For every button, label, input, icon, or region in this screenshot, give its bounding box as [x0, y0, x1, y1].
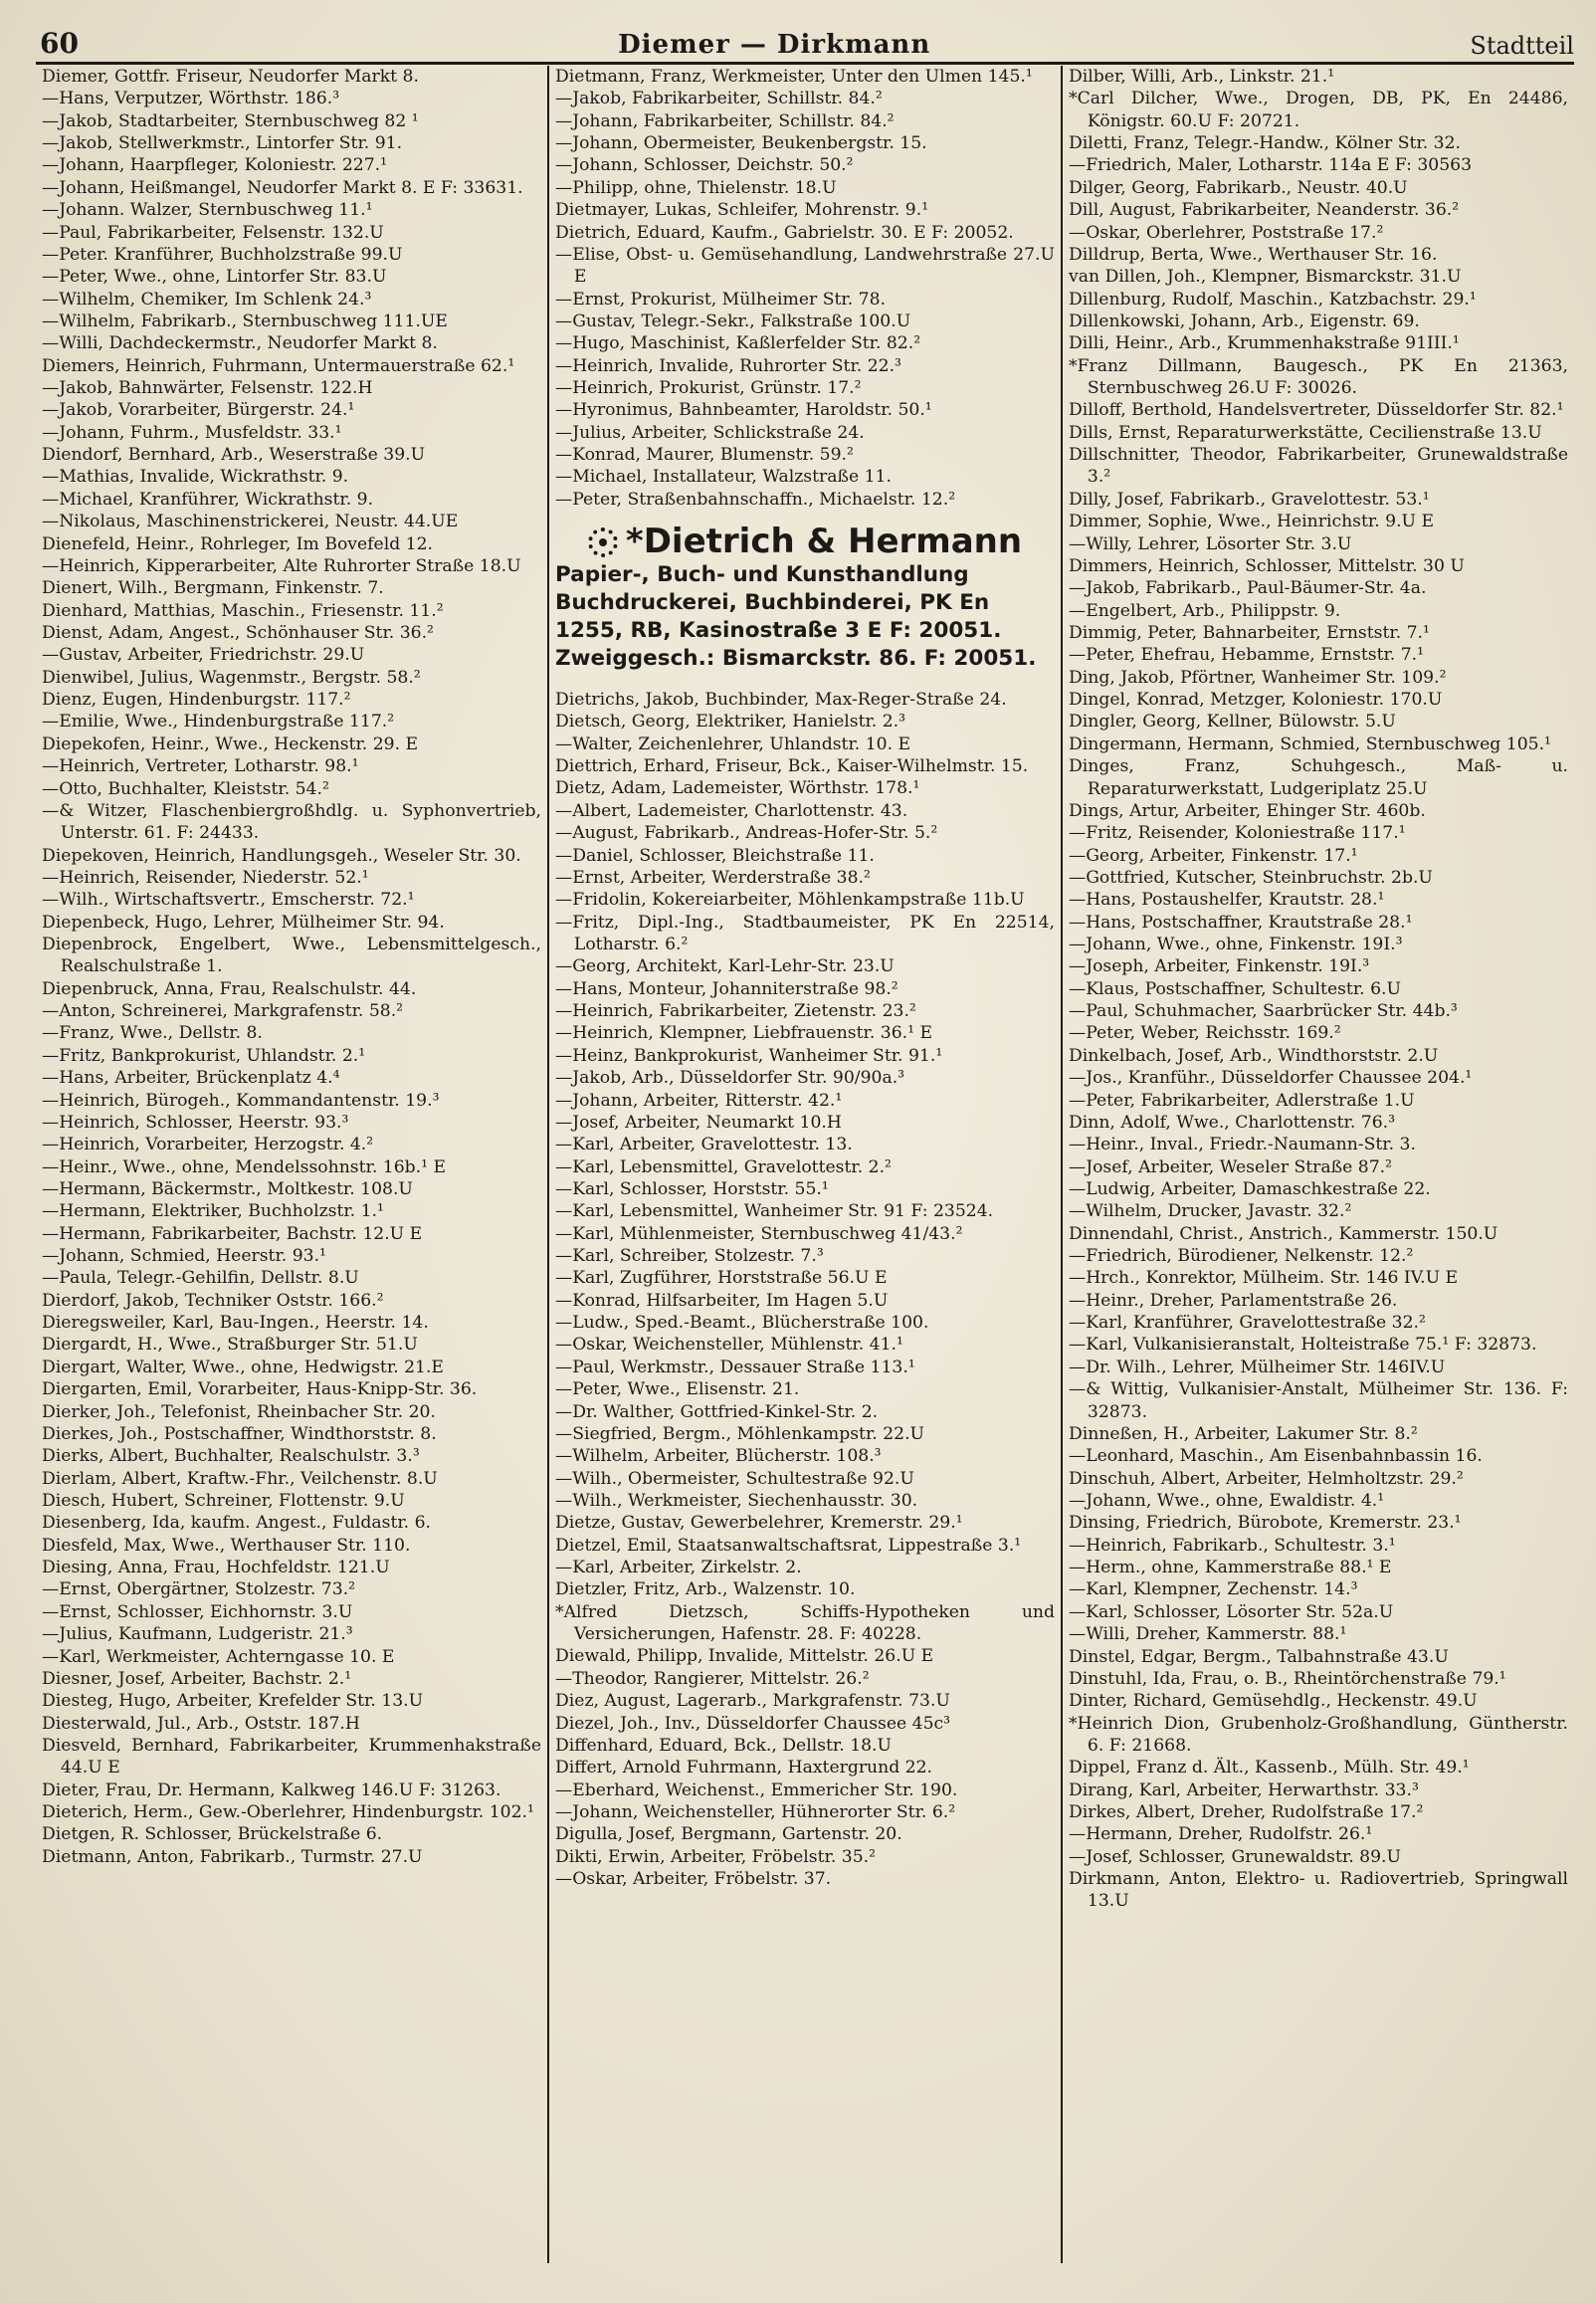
printer-logo-icon	[588, 527, 618, 557]
directory-entry: —Heinrich, Schlosser, Heerstr. 93.³	[42, 1112, 349, 1133]
directory-entry: —Johann, Heißmangel, Neudorfer Markt 8. E F: 33631.	[42, 177, 523, 198]
directory-entry: Dietze, Gustav, Gewerbelehrer, Kremerstr. 29.¹	[555, 1513, 963, 1534]
directory-entry: —Paul, Werkmstr., Dessauer Straße 113.¹	[555, 1357, 915, 1377]
directory-entry: Dietzel, Emil, Staatsanwaltschaftsrat, Lippestraße 3.¹	[555, 1535, 1022, 1556]
directory-entry: —Peter, Wwe., ohne, Lintorfer Str. 83.U	[42, 267, 387, 288]
directory-entry: Dienefeld, Heinr., Rohrleger, Im Bovefeld 12.	[42, 533, 434, 554]
directory-entry: Dilger, Georg, Fabrikarb., Neustr. 40.U	[1069, 177, 1408, 198]
directory-entry: Dinstuhl, Ida, Frau, o. B., Rheintörchenstraße 79.¹	[1069, 1668, 1506, 1689]
directory-entry: —Peter, Wwe., Elisenstr. 21.	[555, 1379, 800, 1400]
directory-entry: Dirkmann, Anton, Elektro- u. Radiovertrieb, Springwall 13.U	[1069, 1869, 1568, 1912]
directory-entry: —Dr. Walther, Gottfried-Kinkel-Str. 2.	[555, 1401, 879, 1422]
directory-entry: Dinkelbach, Josef, Arb., Windthorststr. 2.U	[1069, 1045, 1439, 1066]
directory-entry: —Karl, Schlosser, Lösorter Str. 52a.U	[1069, 1601, 1394, 1622]
directory-entry: —Jos., Kranführ., Düsseldorfer Chaussee 204.¹	[1069, 1068, 1473, 1089]
directory-entry: Diepenbrock, Engelbert, Wwe., Lebensmittelgesch., Realschulstraße 1.	[42, 935, 541, 977]
directory-entry: —Franz, Wwe., Dellstr. 8.	[42, 1023, 263, 1044]
directory-entry: —Peter, Ehefrau, Hebamme, Ernststr. 7.¹	[1069, 645, 1425, 666]
directory-entry: —August, Fabrikarb., Andreas-Hofer-Str. 5.²	[555, 823, 938, 844]
directory-entry: Diepekoven, Heinrich, Handlungsgeh., Weseler Str. 30.	[42, 845, 521, 866]
directory-entry: Diergart, Walter, Wwe., ohne, Hedwigstr. 21.E	[42, 1357, 444, 1377]
directory-entry: —Ernst, Prokurist, Mülheimer Str. 78.	[555, 289, 886, 310]
directory-entry: Dingel, Konrad, Metzger, Koloniestr. 170.U	[1069, 690, 1443, 711]
directory-entry: —Karl, Kranführer, Gravelottestraße 32.²	[1069, 1313, 1426, 1334]
directory-entry: —Karl, Arbeiter, Zirkelstr. 2.	[555, 1558, 802, 1578]
directory-entry: Dienwibel, Julius, Wagenmstr., Bergstr. 58.²	[42, 667, 421, 688]
directory-entry: Diendorf, Bernhard, Arb., Weserstraße 39.U	[42, 445, 426, 466]
directory-entry: Diffenhard, Eduard, Bck., Dellstr. 18.U	[555, 1735, 893, 1756]
header-rule	[36, 62, 1574, 65]
directory-entry: —Ludw., Sped.-Beamt., Blücherstraße 100.	[555, 1313, 929, 1334]
ad-line: Papier-, Buch- und Kunsthandlung	[555, 562, 969, 588]
directory-entry: Diergarten, Emil, Vorarbeiter, Haus-Knipp-Str. 36.	[42, 1379, 478, 1400]
directory-entry: Ding, Jakob, Pförtner, Wanheimer Str. 109.²	[1069, 667, 1447, 688]
directory-entry: Diesfeld, Max, Wwe., Werthauser Str. 110.	[42, 1535, 411, 1556]
directory-entry: Dinneßen, H., Arbeiter, Lakumer Str. 8.²	[1069, 1423, 1418, 1444]
directory-entry: —Julius, Kaufmann, Ludgeristr. 21.³	[42, 1624, 353, 1645]
directory-entry: Dilloff, Berthold, Handelsvertreter, Düsseldorfer Str. 82.¹	[1069, 400, 1564, 421]
directory-entry: —Wilh., Wirtschaftsvertr., Emscherstr. 72.¹	[42, 890, 415, 911]
directory-entry: —Wilhelm, Chemiker, Im Schlenk 24.³	[42, 289, 372, 310]
directory-entry: —Gustav, Arbeiter, Friedrichstr. 29.U	[42, 645, 365, 666]
directory-entry: Dirang, Karl, Arbeiter, Herwarthstr. 33.³	[1069, 1780, 1419, 1800]
directory-entry: —Johann, Wwe., ohne, Ewaldistr. 4.¹	[1069, 1491, 1385, 1511]
directory-entry: Dinnendahl, Christ., Anstrich., Kammerstr. 150.U	[1069, 1223, 1498, 1244]
directory-entry: —Heinrich, Reisender, Niederstr. 52.¹	[42, 867, 369, 888]
ad-line: Zweiggesch.: Bismarckstr. 86. F: 20051.	[555, 646, 1037, 672]
directory-entry: Dilber, Willi, Arb., Linkstr. 21.¹	[1069, 67, 1335, 87]
directory-entry: —Friedrich, Bürodiener, Nelkenstr. 12.²	[1069, 1246, 1414, 1267]
column-1	[36, 66, 547, 2263]
directory-entry: —Peter, Straßenbahnschaffn., Michaelstr. 12.²	[555, 489, 956, 510]
directory-entry: —Daniel, Schlosser, Bleichstraße 11.	[555, 845, 875, 866]
directory-entry: —Wilhelm, Fabrikarb., Sternbuschweg 111.UE	[42, 311, 448, 331]
advertisement-dietrich-hermann	[555, 519, 1055, 679]
directory-entry: Dierks, Albert, Buchhalter, Realschulstr. 3.³	[42, 1446, 420, 1467]
directory-entry: Dill, August, Fabrikarbeiter, Neanderstr. 36.²	[1069, 200, 1460, 221]
directory-entry: Diepenbeck, Hugo, Lehrer, Mülheimer Str. 94.	[42, 912, 445, 933]
directory-entry: —Ernst, Schlosser, Eichhornstr. 3.U	[42, 1601, 353, 1622]
directory-entry: *Alfred Dietzsch, Schiffs-Hypotheken und Versicherungen, Hafenstr. 28. F: 40228.	[555, 1601, 1055, 1645]
directory-entry: —Nikolaus, Maschinenstrickerei, Neustr. 44.UE	[42, 512, 459, 532]
directory-entry: —Josef, Schlosser, Grunewaldstr. 89.U	[1069, 1846, 1401, 1867]
directory-entry: —Wilhelm, Arbeiter, Blücherstr. 108.³	[555, 1446, 882, 1467]
directory-entry: —Herm., ohne, Kammerstraße 88.¹ E	[1069, 1558, 1392, 1578]
directory-entry: Dingler, Georg, Kellner, Bülowstr. 5.U	[1069, 712, 1396, 733]
directory-entry: Dillschnitter, Theodor, Fabrikarbeiter, Grunewaldstraße 3.²	[1069, 445, 1568, 488]
directory-entry: —Heinrich, Prokurist, Grünstr. 17.²	[555, 378, 862, 399]
directory-entry: Dietgen, R. Schlosser, Brückelstraße 6.	[42, 1824, 383, 1845]
directory-entry: Diesner, Josef, Arbeiter, Bachstr. 2.¹	[42, 1668, 352, 1689]
directory-entry: —Peter, Weber, Reichsstr. 169.²	[1069, 1023, 1341, 1044]
directory-entry: Dirkes, Albert, Dreher, Rudolfstraße 17.²	[1069, 1802, 1424, 1823]
directory-entry: —Johann, Schlosser, Deichstr. 50.²	[555, 155, 854, 176]
directory-entry: —Johann, Fuhrm., Musfeldstr. 33.¹	[42, 422, 342, 443]
directory-entry: —Johann, Fabrikarbeiter, Schillstr. 84.²	[555, 110, 895, 131]
directory-entry: Dierdorf, Jakob, Techniker Oststr. 166.²	[42, 1290, 384, 1311]
directory-entry: —Gustav, Telegr.-Sekr., Falkstraße 100.U	[555, 311, 911, 331]
directory-entry: Dimmig, Peter, Bahnarbeiter, Ernststr. 7.¹	[1069, 622, 1430, 643]
directory-entry: —& Witzer, Flaschenbiergroßhdlg. u. Syphonvertrieb, Unterstr. 61. F: 24433.	[42, 800, 541, 844]
ad-title: *Dietrich & Hermann	[625, 522, 1023, 562]
directory-entry: —Jakob, Arb., Düsseldorfer Str. 90/90a.³	[555, 1068, 905, 1089]
directory-entry: —Johann, Haarpfleger, Koloniestr. 227.¹	[42, 155, 388, 176]
directory-entry: —Karl, Werkmeister, Achterngasse 10. E	[42, 1646, 395, 1667]
directory-entry: —Hermann, Bäckermstr., Moltkestr. 108.U	[42, 1178, 413, 1199]
directory-entry: *Franz Dillmann, Baugesch., PK En 21363, Sternbuschweg 26.U F: 30026.	[1069, 355, 1568, 399]
directory-entry: —Jakob, Vorarbeiter, Bürgerstr. 24.¹	[42, 400, 355, 421]
directory-entry: —Mathias, Invalide, Wickrathstr. 9.	[42, 467, 349, 488]
directory-entry: —Hans, Monteur, Johanniterstraße 98.²	[555, 978, 898, 999]
directory-entry: —Josef, Arbeiter, Neumarkt 10.H	[555, 1112, 842, 1133]
directory-entry: —Peter, Fabrikarbeiter, Adlerstraße 1.U	[1069, 1090, 1415, 1111]
directory-entry: Dimmer, Sophie, Wwe., Heinrichstr. 9.U E	[1069, 512, 1435, 532]
directory-entry: —Karl, Lebensmittel, Gravelottestr. 2.²	[555, 1156, 892, 1177]
directory-entry: —Hans, Arbeiter, Brückenplatz 4.⁴	[42, 1068, 340, 1089]
directory-entry: Dietzler, Fritz, Arb., Walzenstr. 10.	[555, 1579, 856, 1600]
directory-entry: —Hans, Postschaffner, Krautstraße 28.¹	[1069, 912, 1413, 933]
directory-entry: —Philipp, ohne, Thielenstr. 18.U	[555, 177, 837, 198]
directory-entry: Diez, August, Lagerarb., Markgrafenstr. 73.U	[555, 1691, 950, 1712]
directory-entry: —Wilhelm, Drucker, Javastr. 32.²	[1069, 1201, 1352, 1222]
directory-entry: —Wilh., Werkmeister, Siechenhausstr. 30.	[555, 1490, 918, 1511]
directory-entry: Dienz, Eugen, Hindenburgstr. 117.²	[42, 690, 351, 711]
directory-entry: Dingermann, Hermann, Schmied, Sternbuschweg 105.¹	[1069, 733, 1551, 754]
directory-entry: —Gottfried, Kutscher, Steinbruchstr. 2b.U	[1069, 867, 1433, 888]
directory-entry: Dietmayer, Lukas, Schleifer, Mohrenstr. 9.¹	[555, 200, 929, 221]
directory-entry: —Johann, Weichensteller, Hühnerorter Str. 6.²	[555, 1802, 956, 1822]
column-2	[547, 66, 1061, 2263]
page-title: Diemer — Dirkmann	[618, 30, 931, 60]
directory-entry: Diemer, Gottfr. Friseur, Neudorfer Markt 8.	[42, 67, 419, 87]
directory-entry: —Dr. Wilh., Lehrer, Mülheimer Str. 146IV.U	[1069, 1357, 1446, 1377]
directory-entry: *Heinrich Dion, Grubenholz-Großhandlung, Güntherstr. 6. F: 21668.	[1069, 1713, 1568, 1756]
directory-entry: Dienert, Wilh., Bergmann, Finkenstr. 7.	[42, 578, 384, 599]
page-number: 60	[40, 27, 79, 60]
directory-entry: —Johann, Obermeister, Beukenbergstr. 15.	[555, 133, 927, 154]
directory-entry: —Ernst, Obergärtner, Stolzestr. 73.²	[42, 1579, 355, 1600]
directory-entry: —Michael, Kranführer, Wickrathstr. 9.	[42, 489, 374, 510]
directory-entry: —Jakob, Fabrikarbeiter, Schillstr. 84.²	[555, 89, 883, 109]
directory-entry: Dinter, Richard, Gemüsehdlg., Heckenstr. 49.U	[1069, 1691, 1478, 1712]
directory-entry: —Leonhard, Maschin., Am Eisenbahnbassin 16.	[1069, 1446, 1483, 1467]
directory-entry: —Hans, Postaushelfer, Krautstr. 28.¹	[1069, 890, 1385, 911]
directory-entry: Dilly, Josef, Fabrikarb., Gravelottestr. 53.¹	[1069, 489, 1430, 510]
directory-entry: —Konrad, Maurer, Blumenstr. 59.²	[555, 445, 854, 466]
directory-entry: —Willy, Lehrer, Lösorter Str. 3.U	[1069, 533, 1352, 554]
directory-entry: —Ernst, Arbeiter, Werderstraße 38.²	[555, 867, 871, 888]
page-header	[22, 18, 1574, 60]
directory-entry: Digulla, Josef, Bergmann, Gartenstr. 20.	[555, 1824, 902, 1845]
directory-entry: Diepenbruck, Anna, Frau, Realschulstr. 44.	[42, 978, 417, 999]
directory-entry: van Dillen, Joh., Klempner, Bismarckstr. 31.U	[1069, 267, 1462, 288]
directory-entry: Dietmann, Franz, Werkmeister, Unter den Ulmen 145.¹	[555, 67, 1033, 87]
directory-entry: —Albert, Lademeister, Charlottenstr. 43.	[555, 800, 908, 821]
directory-columns	[36, 66, 1574, 2263]
directory-entry: —Walter, Zeichenlehrer, Uhlandstr. 10. E	[555, 733, 911, 754]
directory-entry: —Fritz, Reisender, Koloniestraße 117.¹	[1069, 823, 1406, 844]
directory-entry: Dikti, Erwin, Arbeiter, Fröbelstr. 35.²	[555, 1846, 876, 1867]
directory-entry: —Hrch., Konrektor, Mülheim. Str. 146 IV.U E	[1069, 1268, 1459, 1289]
directory-entry: Dierkes, Joh., Postschaffner, Windthorststr. 8.	[42, 1423, 437, 1444]
directory-entry: Diesterwald, Jul., Arb., Oststr. 187.H	[42, 1713, 360, 1734]
directory-entry: Dilldrup, Berta, Wwe., Werthauser Str. 16.	[1069, 244, 1438, 265]
directory-entry: —Georg, Arbeiter, Finkenstr. 17.¹	[1069, 845, 1358, 866]
directory-entry: —Hermann, Fabrikarbeiter, Bachstr. 12.U E	[42, 1223, 423, 1244]
directory-entry: Dinstel, Edgar, Bergm., Talbahnstraße 43.U	[1069, 1646, 1449, 1667]
directory-entry: Dierlam, Albert, Kraftw.-Fhr., Veilchenstr. 8.U	[42, 1468, 438, 1489]
directory-entry: Dierker, Joh., Telefonist, Rheinbacher Str. 20.	[42, 1401, 436, 1422]
directory-entry: Dienhard, Matthias, Maschin., Friesenstr. 11.²	[42, 600, 444, 621]
directory-entry: —Jakob, Fabrikarb., Paul-Bäumer-Str. 4a.	[1069, 578, 1427, 599]
directory-entry: —Eberhard, Weichenst., Emmericher Str. 190.	[555, 1780, 958, 1800]
directory-entry: —Johann, Arbeiter, Ritterstr. 42.¹	[555, 1090, 843, 1111]
directory-entry: —Hans, Verputzer, Wörthstr. 186.³	[42, 89, 340, 109]
directory-entry: Dietsch, Georg, Elektriker, Hanielstr. 2.³	[555, 712, 906, 733]
ad-line: Buchdruckerei, Buchbinderei, PK En	[555, 590, 990, 616]
directory-entry: —Siegfried, Bergm., Möhlenkampstr. 22.U	[555, 1423, 925, 1444]
directory-entry: —Hugo, Maschinist, Kaßlerfelder Str. 82.²	[555, 333, 921, 354]
directory-entry: —Anton, Schreinerei, Markgrafenstr. 58.²	[42, 1001, 404, 1022]
directory-entry: Diettrich, Erhard, Friseur, Bck., Kaiser-Wilhelmstr. 15.	[555, 756, 1029, 777]
directory-entry: —Wilh., Obermeister, Schultestraße 92.U	[555, 1468, 914, 1489]
directory-entry: —Fritz, Bankprokurist, Uhlandstr. 2.¹	[42, 1045, 366, 1066]
directory-entry: —Heinrich, Bürogeh., Kommandantenstr. 19.³	[42, 1090, 440, 1111]
directory-entry: —Paul, Schuhmacher, Saarbrücker Str. 44b.³	[1069, 1001, 1458, 1022]
directory-entry: —Friedrich, Maler, Lotharstr. 114a E F: 30563	[1069, 155, 1473, 176]
directory-entry: —Otto, Buchhalter, Kleiststr. 54.²	[42, 778, 329, 799]
directory-entry: —Paula, Telegr.-Gehilfin, Dellstr. 8.U	[42, 1268, 359, 1289]
directory-entry: —Willi, Dachdeckermstr., Neudorfer Markt 8.	[42, 333, 438, 354]
directory-entry: —Hyronimus, Bahnbeamter, Haroldstr. 50.¹	[555, 400, 932, 421]
directory-entry: —Michael, Installateur, Walzstraße 11.	[555, 467, 892, 488]
directory-entry: —Oskar, Weichensteller, Mühlenstr. 41.¹	[555, 1335, 903, 1356]
directory-entry: —Konrad, Hilfsarbeiter, Im Hagen 5.U	[555, 1290, 889, 1311]
directory-entry: —Hermann, Dreher, Rudolfstr. 26.¹	[1069, 1824, 1373, 1845]
directory-entry: —Engelbert, Arb., Philippstr. 9.	[1069, 600, 1341, 621]
directory-entry: —Karl, Mühlenmeister, Sternbuschweg 41/43.²	[555, 1223, 963, 1244]
directory-entry: —Josef, Arbeiter, Weseler Straße 87.²	[1069, 1156, 1392, 1177]
directory-entry: Dinsing, Friedrich, Bürobote, Kremerstr. 23.¹	[1069, 1513, 1462, 1534]
directory-entry: Dippel, Franz d. Ält., Kassenb., Mülh. Str. 49.¹	[1069, 1758, 1470, 1779]
directory-entry: Dinn, Adolf, Wwe., Charlottenstr. 76.³	[1069, 1112, 1396, 1133]
directory-entry: Diesteg, Hugo, Arbeiter, Krefelder Str. 13.U	[42, 1691, 424, 1712]
directory-entry: Diesch, Hubert, Schreiner, Flottenstr. 9.U	[42, 1491, 405, 1511]
directory-entry: —Oskar, Oberlehrer, Poststraße 17.²	[1069, 222, 1384, 243]
directory-entry: —Fritz, Dipl.-Ing., Stadtbaumeister, PK En 22514, Lotharstr. 6.²	[555, 912, 1055, 954]
directory-entry: —Heinrich, Klempner, Liebfrauenstr. 36.¹ E	[555, 1023, 932, 1044]
directory-entry: —Heinrich, Fabrikarb., Schultestr. 3.¹	[1069, 1535, 1396, 1556]
directory-entry: —Heinrich, Vorarbeiter, Herzogstr. 4.²	[42, 1135, 374, 1155]
directory-entry: —Karl, Schlosser, Horststr. 55.¹	[555, 1178, 829, 1199]
directory-entry: Dinschuh, Albert, Arbeiter, Helmholtzstr. 29.²	[1069, 1468, 1464, 1489]
directory-entry: —Fridolin, Kokereiarbeiter, Möhlenkampstraße 11b.U	[555, 890, 1025, 911]
directory-entry: Dillenkowski, Johann, Arb., Eigenstr. 69.	[1069, 311, 1420, 331]
directory-entry: —Joseph, Arbeiter, Finkenstr. 19I.³	[1069, 956, 1370, 977]
directory-entry: —Johann, Schmied, Heerstr. 93.¹	[42, 1246, 326, 1267]
directory-entry: Dienst, Adam, Angest., Schönhauser Str. 36.²	[42, 622, 434, 643]
directory-entry: —Heinrich, Fabrikarbeiter, Zietenstr. 23.²	[555, 1001, 916, 1022]
directory-entry: Diemers, Heinrich, Fuhrmann, Untermauerstraße 62.¹	[42, 355, 515, 376]
directory-entry: —Ludwig, Arbeiter, Damaschkestraße 22.	[1069, 1178, 1431, 1199]
directory-entry: Dieterich, Herm., Gew.-Oberlehrer, Hindenburgstr. 102.¹	[42, 1802, 534, 1823]
directory-entry: —Peter. Kranführer, Buchholzstraße 99.U	[42, 244, 403, 265]
directory-entry: Diergardt, H., Wwe., Straßburger Str. 51.U	[42, 1335, 418, 1356]
directory-entry: Dieter, Frau, Dr. Hermann, Kalkweg 146.U F: 31263.	[42, 1780, 501, 1800]
directory-entry: Diewald, Philipp, Invalide, Mittelstr. 26.U E	[555, 1646, 934, 1667]
directory-entry: —Jakob, Stadtarbeiter, Sternbuschweg 82 ¹	[42, 110, 419, 131]
directory-entry: —Karl, Vulkanisieranstalt, Holteistraße 75.¹ F: 32873.	[1069, 1335, 1537, 1356]
directory-entry: —Willi, Dreher, Kammerstr. 88.¹	[1069, 1624, 1347, 1645]
directory-entry: Dillenburg, Rudolf, Maschin., Katzbachstr. 29.¹	[1069, 289, 1477, 310]
directory-entry: Dings, Artur, Arbeiter, Ehinger Str. 460b.	[1069, 800, 1426, 821]
directory-entry: Diesveld, Bernhard, Fabrikarbeiter, Krummenhakstraße 44.U E	[42, 1735, 541, 1779]
directory-entry: *Carl Dilcher, Wwe., Drogen, DB, PK, En 24486, Königstr. 60.U F: 20721.	[1069, 89, 1568, 131]
directory-entry: Dietrichs, Jakob, Buchbinder, Max-Reger-Straße 24.	[555, 690, 1007, 711]
directory-entry: Dietz, Adam, Lademeister, Wörthstr. 178.¹	[555, 778, 920, 799]
directory-entry: —Heinr., Wwe., ohne, Mendelssohnstr. 16b.¹ E	[42, 1156, 447, 1177]
directory-entry: Dietmann, Anton, Fabrikarb., Turmstr. 27.U	[42, 1846, 423, 1867]
directory-entry: —Oskar, Arbeiter, Fröbelstr. 37.	[555, 1869, 832, 1890]
directory-entry: Dieregsweiler, Karl, Bau-Ingen., Heerstr. 14.	[42, 1313, 429, 1334]
directory-entry: —Karl, Zugführer, Horststraße 56.U E	[555, 1268, 888, 1289]
directory-entry: —Heinz, Bankprokurist, Wanheimer Str. 91.¹	[555, 1045, 943, 1066]
directory-entry: —Theodor, Rangierer, Mittelstr. 26.²	[555, 1668, 870, 1689]
directory-entry: Diezel, Joh., Inv., Düsseldorfer Chaussee 45c³	[555, 1713, 951, 1734]
directory-entry: Differt, Arnold Fuhrmann, Haxtergrund 22.	[555, 1758, 932, 1779]
directory-entry: Diesing, Anna, Frau, Hochfeldstr. 121.U	[42, 1558, 390, 1578]
directory-entry: —Hermann, Elektriker, Buchholzstr. 1.¹	[42, 1201, 384, 1222]
directory-entry: —Heinrich, Vertreter, Lotharstr. 98.¹	[42, 756, 359, 777]
directory-entry: —Heinrich, Invalide, Ruhrorter Str. 22.³	[555, 355, 901, 376]
directory-entry: —Karl, Lebensmittel, Wanheimer Str. 91 F: 23524.	[555, 1201, 994, 1222]
directory-entry: —Elise, Obst- u. Gemüsehandlung, Landwehrstraße 27.U E	[555, 244, 1055, 288]
directory-entry: Dilli, Heinr., Arb., Krummenhakstraße 91III.¹	[1069, 333, 1460, 354]
page-district-label: Stadtteil	[1470, 32, 1574, 60]
directory-entry: —Julius, Arbeiter, Schlickstraße 24.	[555, 422, 865, 443]
directory-entry: Diesenberg, Ida, kaufm. Angest., Fuldastr. 6.	[42, 1513, 432, 1534]
directory-entry: Dinges, Franz, Schuhgesch., Maß- u. Reparaturwerkstatt, Ludgeriplatz 25.U	[1069, 756, 1568, 799]
directory-entry: —Paul, Fabrikarbeiter, Felsenstr. 132.U	[42, 222, 384, 243]
directory-entry: —Johann, Wwe., ohne, Finkenstr. 19I.³	[1069, 935, 1403, 955]
directory-entry: —Heinr., Inval., Friedr.-Naumann-Str. 3.	[1069, 1135, 1416, 1155]
directory-entry: —Jakob, Stellwerkmstr., Lintorfer Str. 91.	[42, 133, 403, 154]
directory-entry: Dills, Ernst, Reparaturwerkstätte, Cecilienstraße 13.U	[1069, 422, 1542, 443]
directory-entry: —Heinrich, Kipperarbeiter, Alte Ruhrorter Straße 18.U	[42, 555, 521, 576]
directory-entry: —Georg, Architekt, Karl-Lehr-Str. 23.U	[555, 956, 895, 977]
directory-entry: Diepekofen, Heinr., Wwe., Heckenstr. 29. E	[42, 733, 419, 754]
directory-entry: —Karl, Klempner, Zechenstr. 14.³	[1069, 1579, 1358, 1600]
column-3	[1061, 66, 1574, 2263]
directory-entry: Diletti, Franz, Telegr.-Handw., Kölner Str. 32.	[1069, 133, 1461, 154]
directory-entry: —Emilie, Wwe., Hindenburgstraße 117.²	[42, 712, 395, 733]
directory-entry: —Karl, Arbeiter, Gravelottestr. 13.	[555, 1135, 853, 1155]
directory-entry: Dimmers, Heinrich, Schlosser, Mittelstr. 30 U	[1069, 555, 1465, 576]
directory-entry: —Johann. Walzer, Sternbuschweg 11.¹	[42, 200, 373, 221]
directory-entry: —& Wittig, Vulkanisier-Anstalt, Mülheimer Str. 136. F: 32873.	[1069, 1379, 1568, 1422]
directory-entry: —Karl, Schreiber, Stolzestr. 7.³	[555, 1246, 824, 1267]
ad-line: 1255, RB, Kasinostraße 3 E F: 20051.	[555, 618, 1002, 644]
directory-entry: —Klaus, Postschaffner, Schultestr. 6.U	[1069, 978, 1401, 999]
directory-entry: Dietrich, Eduard, Kaufm., Gabrielstr. 30. E F: 20052.	[555, 222, 1014, 243]
directory-entry: —Jakob, Bahnwärter, Felsenstr. 122.H	[42, 378, 373, 399]
directory-entry: —Heinr., Dreher, Parlamentstraße 26.	[1069, 1290, 1398, 1311]
